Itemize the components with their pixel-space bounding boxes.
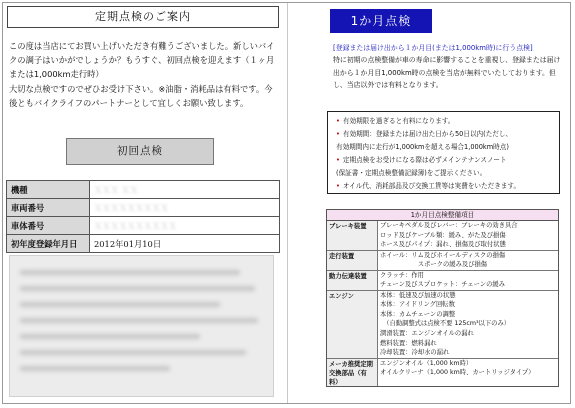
list-item: • 定期点検をお受けになる際は必ずメインテナンスノート (保証書・定期点検整備記録簿)をご提示ください。 [336, 156, 507, 178]
category-cell: エンジン [327, 290, 378, 358]
one-month-inspection-title: 1か月点検 [330, 9, 432, 33]
model-value [90, 181, 280, 199]
items-cell: ホイール：リム及びホイールディスクの損傷 スポークの緩み及び損傷 [378, 250, 559, 270]
table-row [7, 217, 280, 235]
bullet-icon: • [336, 130, 340, 139]
category-cell: メーカ推奨定期 交換部品（有料） [327, 358, 378, 386]
table-row [327, 358, 558, 386]
category-cell: ブレーキ装置 [327, 221, 378, 250]
page-spine [287, 3, 288, 403]
intro-heading: [登録または届け出から１か月目(または1,000km時)に行う点検] [333, 44, 533, 52]
items-cell: エンジンオイル（1,000 km時） オイルクリーナ（1,000 km時、カートリッジタイプ） [380, 359, 535, 377]
intro-body: 特に初期の点検整備が車の寿命に影響することを重視し、登録または届け出から１か月目1,000km時の点検を当店が無料でいたしております。但し、当店以外では有料となります。 [333, 56, 561, 90]
table-row [327, 270, 558, 290]
table-row [327, 290, 558, 358]
registration-date: 2012年01月10日 [94, 238, 162, 249]
table-row [7, 199, 280, 217]
one-month-intro [333, 42, 565, 92]
model-label: 機種 [7, 181, 90, 199]
list-item: • オイル代、消耗部品及び交換工賃等は実費をいただきます。 [336, 182, 521, 191]
table-row [327, 250, 558, 270]
vehicle-number-value [90, 199, 280, 217]
bullet-icon: • [336, 182, 340, 191]
category-cell: 走行装置 [327, 250, 378, 270]
list-item: • 有効期間：登録または届け出た日から50日以内(ただし、 有効期間内に走行が1,000kmを超える場合1,000km時点) [336, 130, 513, 152]
first-registration-label: 初年度登録年月日 [7, 235, 90, 253]
inspection-items-table [326, 209, 559, 387]
notice-box [327, 111, 560, 194]
frame-number-value [90, 217, 280, 235]
bullet-icon: • [336, 156, 340, 165]
first-inspection-button[interactable]: 初回点検 [66, 138, 214, 165]
vehicle-info-table [6, 180, 280, 253]
table-row [7, 181, 280, 199]
redacted-value: ＸＸＸＸＸＸＸＸＸ [94, 202, 169, 213]
items-cell: ブレーキペダル及びレバー：ブレーキの効き具合 ロッド及びケーブル類：緩み、がた及び損傷 ホース及びパイプ：漏れ、損傷及び取付状態 [378, 221, 559, 250]
items-cell: クラッチ：作用 チェーン及びスプロケット：チェーンの緩み [378, 270, 559, 290]
table-row [7, 235, 280, 253]
periodic-inspection-title: 定期点検のご案内 [7, 6, 279, 28]
frame-number-label: 車体番号 [7, 217, 90, 235]
items-cell: 本体：低速及び加速の状態 本体：アイドリング回転数 本体：カムチェーンの調整 （自動調整式は点検不要 125cm³以下のみ） 潤滑装置：エンジンオイルの漏れ 燃料装置：燃料漏れ 冷却装置：冷却水の漏れ [378, 290, 559, 358]
list-item: • 有効期限を過ぎると有料になります。 [336, 117, 455, 125]
redacted-value: ＸＸＸ ＸＸ [94, 184, 139, 195]
inspection-items-header: 1か月目点検整備項目 [327, 210, 558, 221]
bullet-icon: • [336, 117, 340, 125]
redacted-text-block [9, 255, 274, 397]
table-row [327, 221, 558, 250]
first-registration-value [90, 235, 280, 253]
category-cell: 動力伝達装置 [327, 270, 378, 290]
vehicle-number-label: 車両番号 [7, 199, 90, 217]
redacted-value: ＸＸＸＸＸＸＸＸＸＸ [94, 220, 177, 231]
intro-paragraph: この度は当店にてお買い上げいただき有難うございました。新しいバイクの調子はいかがでしょうか？もうすぐ、初回点検を迎えます（１ヶ月または1,000km走行時） 大切な点検ですのでぜひお受け下さい。※油脂・消耗品は有料です。今後ともバイクライフのパートナーとして宜しくお願い致します。 [9, 41, 275, 108]
